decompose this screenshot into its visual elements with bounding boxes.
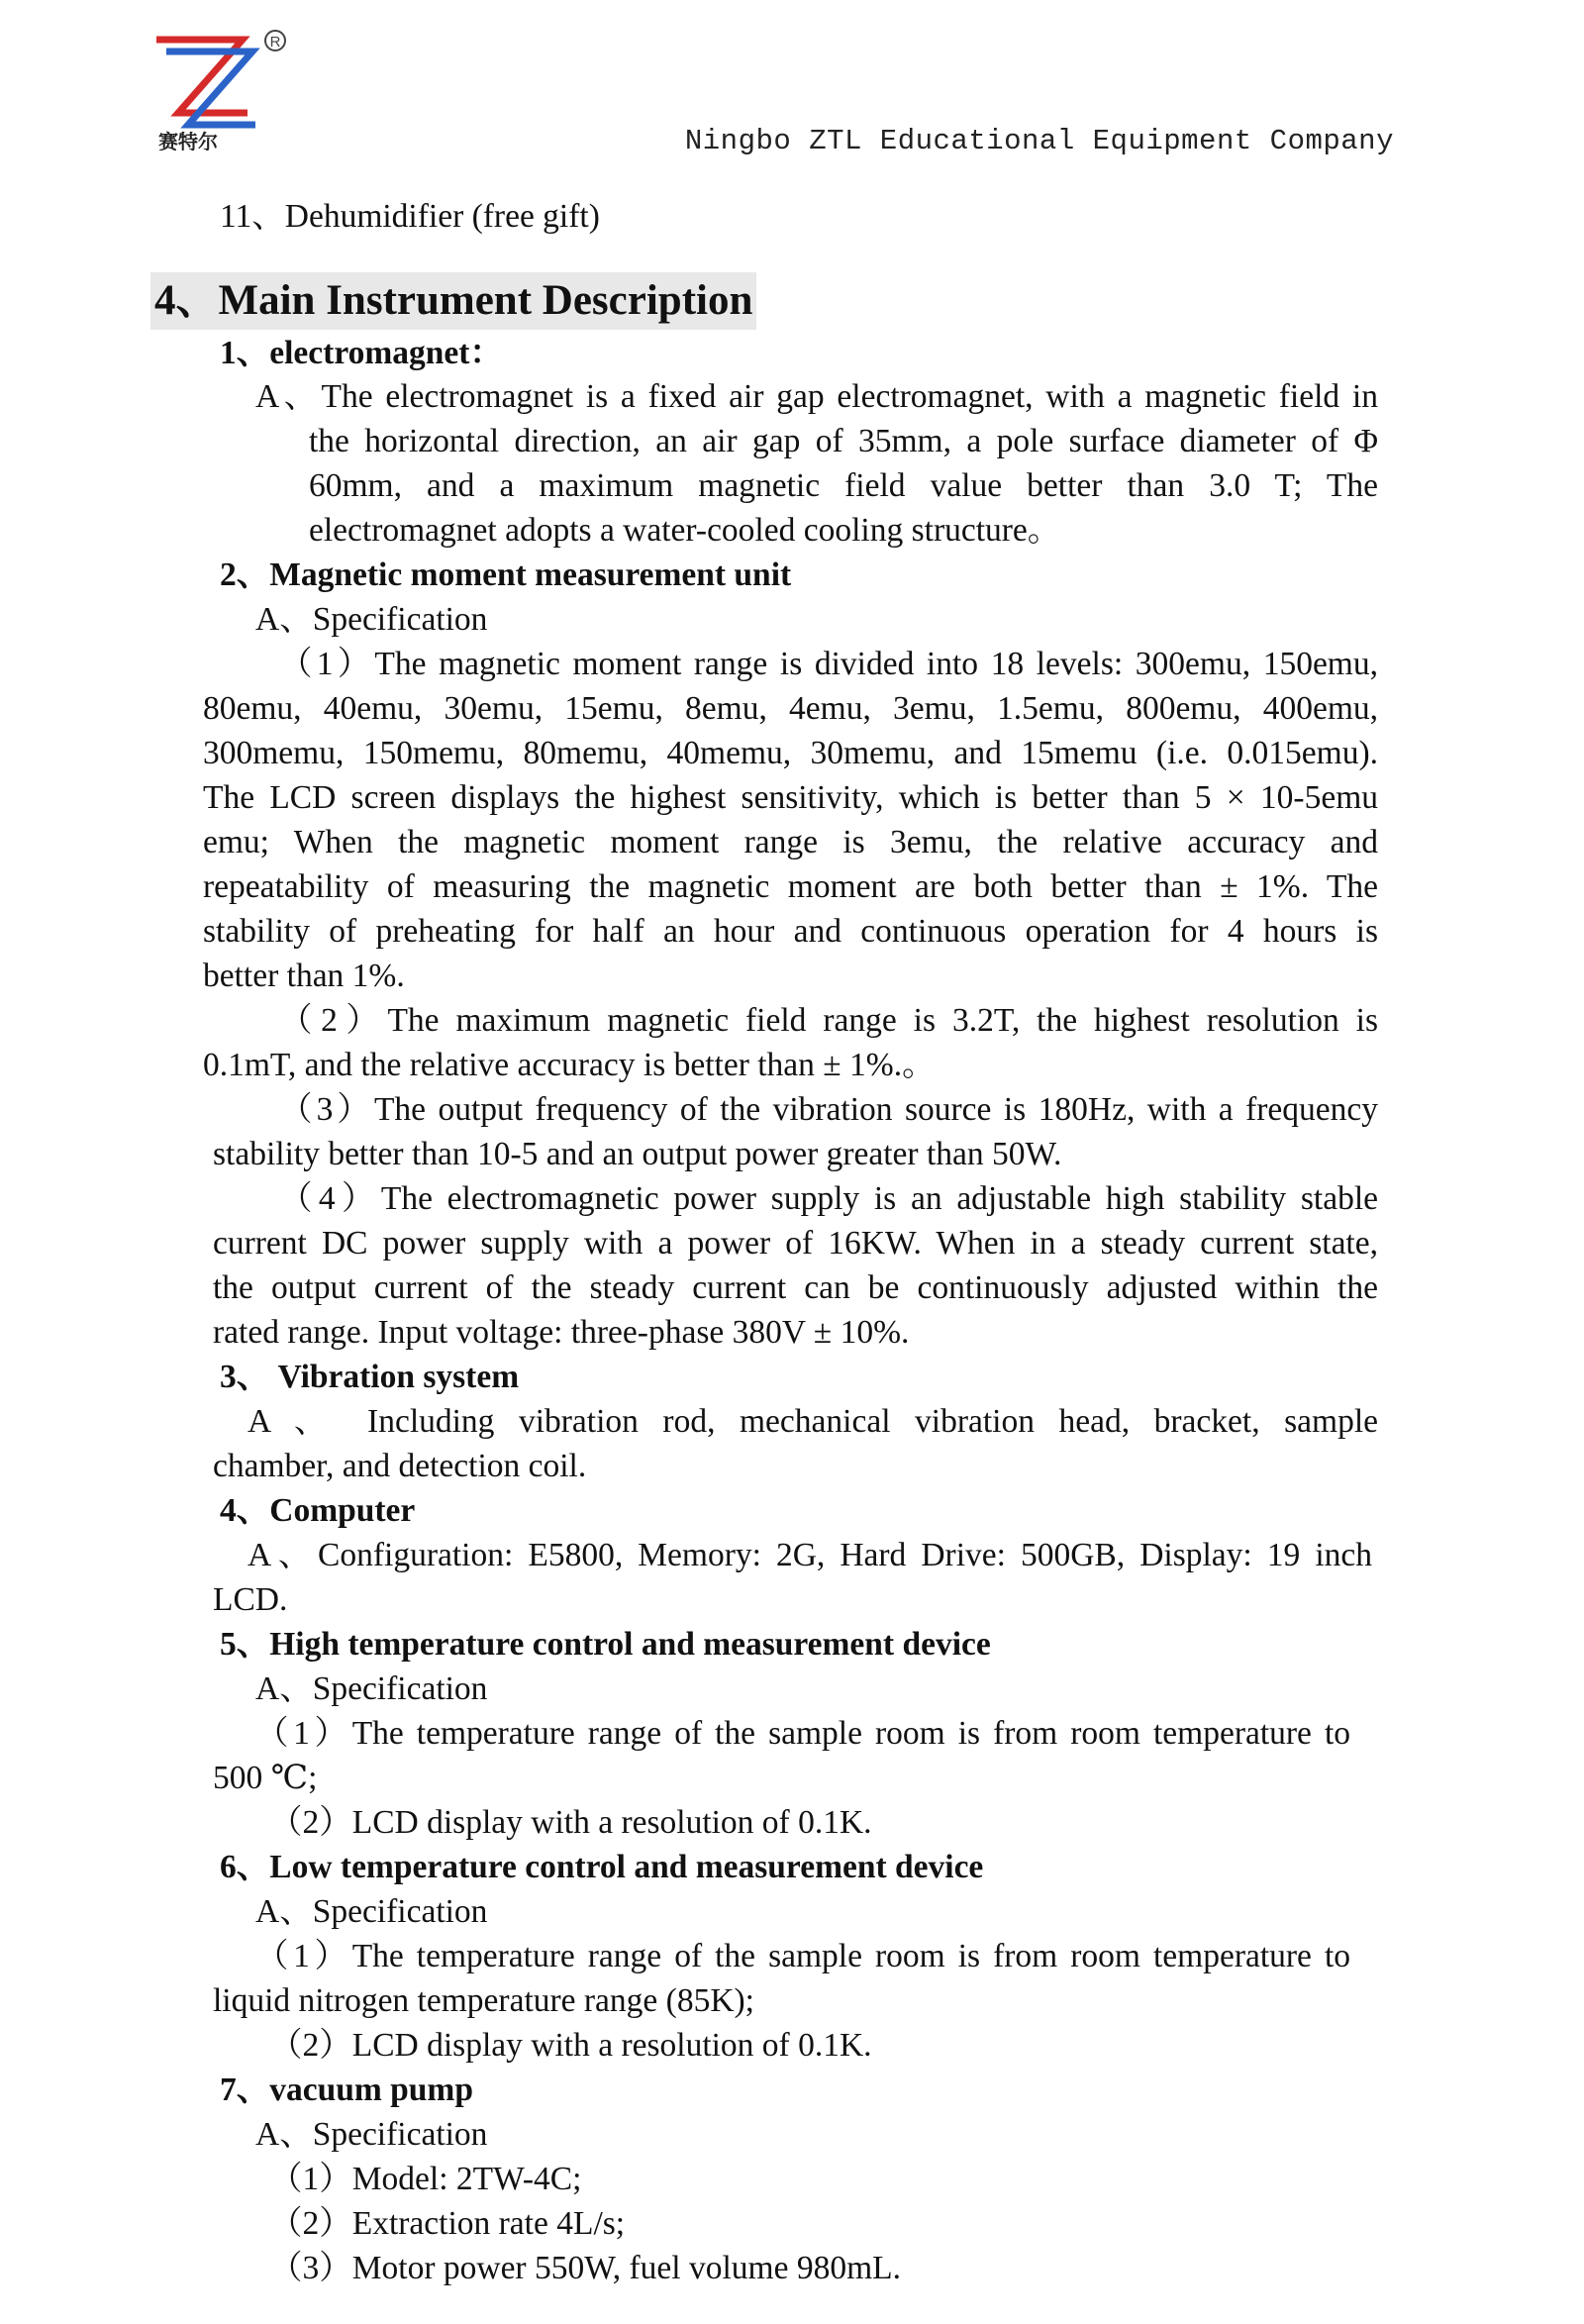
paragraph-line: chamber, and detection coil. [213,1448,587,1484]
paragraph-line: 0.1mT, and the relative accuracy is better than ± 1%.。 [203,1047,936,1083]
paragraph-line: electromagnet adopts a water-cooled cooling structure。 [309,512,1061,549]
subsection-heading: 3、 Vibration system [220,1359,520,1395]
svg-text:R: R [269,34,281,51]
section-heading: 4、Main Instrument Description [150,272,756,330]
paragraph-line: （4）The electromagnetic power supply is an adjustable high stability stable [279,1180,1378,1217]
subsection-heading: 2、Magnetic moment measurement unit [220,556,792,593]
paragraph-line: LCD. [213,1581,288,1618]
paragraph-line: （1）The temperature range of the sample room is from room temperature to [255,1938,1350,1974]
paragraph-line: （3）The output frequency of the vibration source is 180Hz, with a frequency [279,1091,1378,1128]
paragraph-line: current DC power supply with a power of 16KW. When in a steady current state, [213,1225,1378,1262]
paragraph-line: emu; When the magnetic moment range is 3emu, the relative accuracy and [203,824,1378,860]
paragraph-line: 300memu, 150memu, 80memu, 40memu, 30memu, and 15memu (i.e. 0.015emu). [203,735,1378,771]
paragraph-line: （1）The magnetic moment range is divided into 18 levels: 300emu, 150emu, [279,646,1378,682]
paragraph-line: A、The electromagnet is a fixed air gap electromagnet, with a magnetic field in [255,378,1378,415]
list-item: 11、Dehumidifier (free gift) [220,198,600,235]
subsection-heading: 4、Computer [220,1492,416,1529]
paragraph-line: stability better than 10-5 and an output power greater than 50W. [213,1136,1062,1172]
subsection-heading: 1、electromagnet： [220,335,503,371]
paragraph-line: （3）Motor power 550W, fuel volume 980mL. [269,2250,901,2286]
paragraph-line: liquid nitrogen temperature range (85K); [213,1982,754,2019]
spec-label: A、Specification [255,2116,488,2153]
paragraph-line: 60mm, and a maximum magnetic field value better than 3.0 T; The [309,467,1378,504]
paragraph-line: （1）The temperature range of the sample room is from room temperature to [255,1715,1350,1752]
paragraph-line: The LCD screen displays the highest sensitivity, which is better than 5 × 10-5emu [203,779,1378,816]
paragraph-line: rated range. Input voltage: three-phase 380V ± 10%. [213,1314,910,1351]
spec-label: A、Specification [255,1893,488,1930]
subsection-heading: 6、Low temperature control and measurement device [220,1849,984,1885]
spec-label: A、Specification [255,601,488,638]
paragraph-line: better than 1%. [203,958,405,994]
company-name: Ningbo ZTL Educational Equipment Company [684,125,1394,157]
paragraph-line: （2）LCD display with a resolution of 0.1K. [269,2027,872,2064]
paragraph-line: （2）The maximum magnetic field range is 3.2T, the highest resolution is [279,1002,1378,1039]
paragraph-line: the output current of the steady current can be continuously adjusted within the [213,1269,1378,1306]
paragraph-line: （2）Extraction rate 4L/s; [269,2205,626,2242]
logo-text: 赛特尔 [158,130,218,151]
paragraph-line: （2）LCD display with a resolution of 0.1K. [269,1804,872,1841]
spec-label: A、Specification [255,1670,488,1707]
paragraph-line: A 、 Including vibration rod, mechanical vibration head, bracket, sample [248,1403,1378,1440]
company-logo [148,22,297,151]
paragraph-line: （1）Model: 2TW-4C; [269,2161,582,2197]
ztl-logo-icon [148,22,297,151]
paragraph-line: 500 ℃; [213,1760,318,1796]
subsection-heading: 5、High temperature control and measurement device [220,1626,991,1663]
subsection-heading: 7、vacuum pump [220,2071,473,2108]
paragraph-line: the horizontal direction, an air gap of 35mm, a pole surface diameter of Φ [309,423,1378,459]
paragraph-line: stability of preheating for half an hour and continuous operation for 4 hours is [203,913,1378,950]
paragraph-line: repeatability of measuring the magnetic moment are both better than ± 1%. The [203,868,1378,905]
paragraph-line: A、Configuration: E5800, Memory: 2G, Hard Drive: 500GB, Display: 19 inch [248,1537,1372,1573]
paragraph-line: 80emu, 40emu, 30emu, 15emu, 8emu, 4emu, 3emu, 1.5emu, 800emu, 400emu, [203,690,1378,727]
